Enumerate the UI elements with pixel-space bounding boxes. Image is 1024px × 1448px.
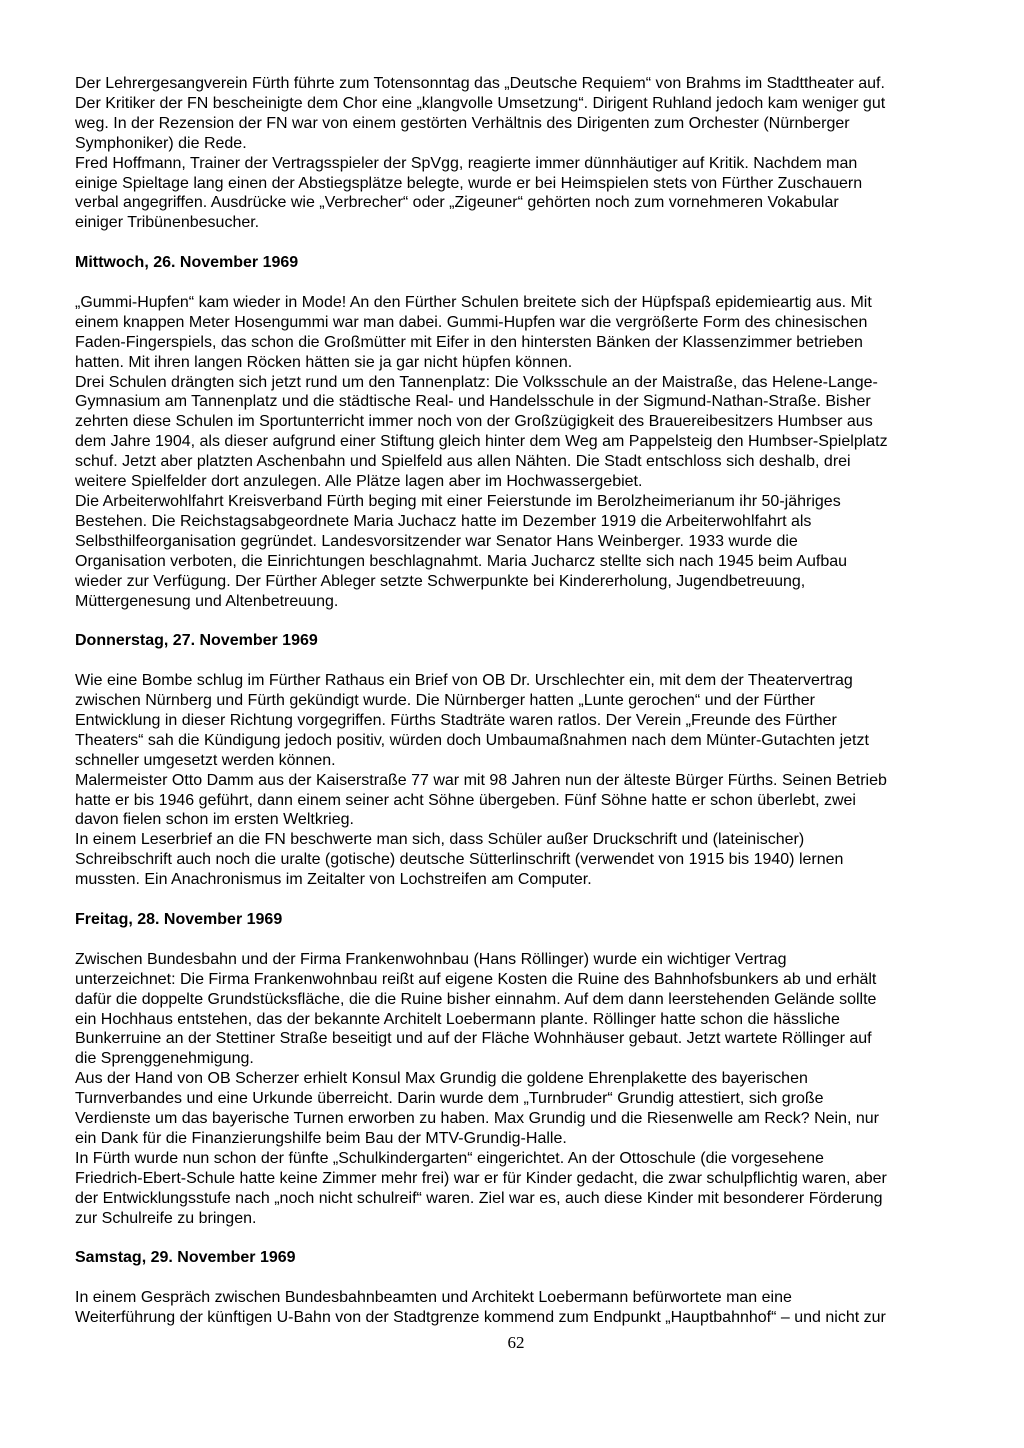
text-line: In einem Leserbrief an die FN beschwerte man sich, dass Schüler außer Druckschrift und (lateinischer) [75,831,805,849]
text-line: In Fürth wurde nun schon der fünfte „Schulkindergarten“ eingerichtet. An der Ottoschule (die vorgesehene [75,1149,824,1167]
text-line: Müttergenesung und Altenbetreuung. [75,592,339,610]
paragraph [75,1288,957,1328]
text-line: schuf. Jetzt aber platzten Aschenbahn und Spielfeld aus allen Nähten. Die Stadt entschloss sich deshalb, drei [75,453,851,471]
text-line: Bunkerruine an der Stettiner Straße beseitigt und auf der Fläche Wohnhäuser gebaut. Jetzt wartete Röllinger auf [75,1030,872,1048]
document-body [75,74,957,1328]
text-line: Weiterführung der künftigen U-Bahn von der Stadtgrenze kommend zum Endpunkt „Hauptbahnhof“ – und nicht zur [75,1309,886,1327]
paragraph [75,830,957,890]
text-line: dem Jahre 1904, als dieser aufgrund einer Stiftung gleich hinter dem Weg am Pappelsteig den Humbser-Spielplatz [75,433,888,451]
text-line: Friedrich-Ebert-Schule hatte keine Zimmer mehr frei) war er für Kinder gedacht, die zwar schulpflichtig waren, aber [75,1169,887,1187]
text-line: davon fielen schon im ersten Weltkrieg. [75,811,354,829]
text-line: Der Kritiker der FN bescheinigte dem Chor eine „klangvolle Umsetzung“. Dirigent Ruhland jedoch kam weniger gut [75,94,886,112]
text-line: weitere Spielfelder dort anzulegen. Alle Plätze lagen aber im Hochwassergebiet. [75,473,643,491]
text-line: „Gummi-Hupfen“ kam wieder in Mode! An den Fürther Schulen breitete sich der Hüpfspaß epidemieartig aus. Mit [75,293,872,311]
text-line: einige Spieltage lang einen der Abstiegsplätze belegte, wurde er bei Heimspielen stets von Fürther Zuschauern [75,174,863,192]
text-line: Aus der Hand von OB Scherzer erhielt Konsul Max Grundig die goldene Ehrenplakette des bayerischen [75,1070,808,1088]
paragraph [75,154,957,234]
text-line: die Sprenggenehmigung. [75,1050,254,1068]
section-heading: Samstag, 29. November 1969 [75,1249,296,1267]
text-line: Symphoniker) die Rede. [75,134,247,152]
text-line: schneller umgesetzt werden können. [75,751,336,769]
text-line: Faden-Fingerspiels, das schon die Großmütter mit Eifer in den hintersten Bänken der Klassenzimmer betrieben [75,333,863,351]
text-line: Turnverbandes und eine Urkunde überreicht. Darin wurde dem „Turnbruder“ Grundig attestiert, sich große [75,1090,824,1108]
text-line: dafür die doppelte Grundstücksfläche, die die Ruine bisher einnahm. Auf dem dann leerstehenden Gelände sollte [75,990,877,1008]
section-heading: Mittwoch, 26. November 1969 [75,254,299,272]
paragraph [75,671,957,771]
text-line: einem knappen Meter Hosengummi war man dabei. Gummi-Hupfen war die vergrößerte Form des chinesischen [75,313,868,331]
paragraph [75,492,957,611]
text-line: der Entwicklungsstufe nach „noch nicht schulreif“ waren. Ziel war es, auch diese Kinder mit besonderer Förderung [75,1189,883,1207]
text-line: Zwischen Bundesbahn und der Firma Frankenwohnbau (Hans Röllinger) wurde ein wichtiger Vertrag [75,950,787,968]
text-line: mussten. Ein Anachronismus im Zeitalter von Lochstreifen am Computer. [75,871,592,889]
text-line: hatte er bis 1946 geführt, dann einem seiner acht Söhne übergeben. Fünf Söhne hatte er schon überlebt, zwei [75,791,856,809]
text-line: Drei Schulen drängten sich jetzt rund um den Tannenplatz: Die Volksschule an der Maistraße, das Helene-Lange- [75,373,878,391]
text-line: Fred Hoffmann, Trainer der Vertragsspieler der SpVgg, reagierte immer dünnhäutiger auf Kritik. Nachdem man [75,154,858,172]
text-line: einiger Tribünenbesucher. [75,214,260,232]
paragraph [75,293,957,373]
text-line: hatten. Mit ihren langen Röcken hätten sie ja gar nicht hüpfen können. [75,353,573,371]
text-line: Wie eine Bombe schlug im Fürther Rathaus ein Brief von OB Dr. Urschlechter ein, mit dem der Theatervertrag [75,672,853,690]
text-line: Die Arbeiterwohlfahrt Kreisverband Fürth beging mit einer Feierstunde im Berolzheimerianum ihr 50-jähriges [75,493,841,510]
section-heading: Donnerstag, 27. November 1969 [75,632,318,650]
text-line: wieder zur Verfügung. Der Fürther Ableger setzte Schwerpunkte bei Kindererholung, Jugendbetreuung, [75,572,806,590]
text-line: ein Hochhaus entstehen, das der bekannte Architelt Loebermann plante. Röllinger hatte schon die hässliche [75,1010,840,1028]
text-line: zur Schulreife zu bringen. [75,1209,257,1227]
text-line: Der Lehrergesangverein Fürth führte zum Totensonntag das „Deutsche Requiem“ von Brahms im Stadttheater auf. [75,75,885,92]
text-line: Schreibschrift auch noch die uralte (gotische) deutsche Sütterlinschrift (verwendet von 1915 bis 1940) lernen [75,851,844,869]
text-line: Malermeister Otto Damm aus der Kaiserstraße 77 war mit 98 Jahren nun der älteste Bürger Fürths. Seinen Betrieb [75,771,887,789]
paragraph [75,950,957,1069]
page-number: 62 [507,1333,525,1352]
text-line: weg. In der Rezension der FN war von einem gestörten Verhältnis des Dirigenten zum Orchester (Nürnberger [75,114,850,132]
paragraph [75,1069,957,1149]
text-line: zehrten diese Schulen im Sportunterricht immer noch von der Großzügigkeit des Brauereibesitzers Humbser aus [75,413,873,431]
text-line: Selbsthilfeorganisation gegründet. Landesvorsitzender war Senator Hans Weinberger. 1933 wurde die [75,532,798,550]
text-line: unterzeichnet: Die Firma Frankenwohnbau reißt auf eigene Kosten die Ruine des Bahnhofsbunkers ab und erhält [75,970,877,988]
text-line: Bestehen. Die Reichstagsabgeordnete Maria Juchacz hatte im Dezember 1919 die Arbeiterwohlfahrt als [75,512,812,530]
text-line: verbal angegriffen. Ausdrücke wie „Verbrecher“ oder „Zigeuner“ gehörten noch zum vornehmeren Vokabular [75,194,839,212]
paragraph [75,74,957,154]
text-line: Verdienste um das bayerische Turnen erworben zu haben. Max Grundig und die Riesenwelle am Reck? Nein, nur [75,1110,879,1128]
paragraph [75,771,957,831]
text-line: In einem Gespräch zwischen Bundesbahnbeamten und Architekt Loebermann befürwortete man eine [75,1289,792,1307]
section-heading: Freitag, 28. November 1969 [75,910,283,928]
text-line: Theaters“ sah die Kündigung jedoch positiv, würden doch Umbaumaßnahmen nach dem Münter-Gutachten jetzt [75,731,869,749]
text-line: Organisation verboten, die Einrichtungen beschlagnahmt. Maria Jucharcz stellte sich nach 1945 beim Aufbau [75,552,848,570]
text-line: zwischen Nürnberg und Fürth gekündigt wurde. Die Nürnberger hatten „Lunte gerochen“ und der Fürther [75,692,815,710]
text-line: Gymnasium am Tannenplatz und die städtische Real- und Handelsschule in der Sigmund-Nathan-Straße. Bisher [75,393,871,411]
paragraph [75,373,957,492]
text-line: Entwicklung in dieser Richtung vorgegriffen. Fürths Stadträte waren ratlos. Der Verein „Freunde des Fürther [75,711,837,729]
text-line: ein Dank für die Finanzierungshilfe beim Bau der MTV-Grundig-Halle. [75,1129,567,1147]
paragraph [75,1149,957,1229]
